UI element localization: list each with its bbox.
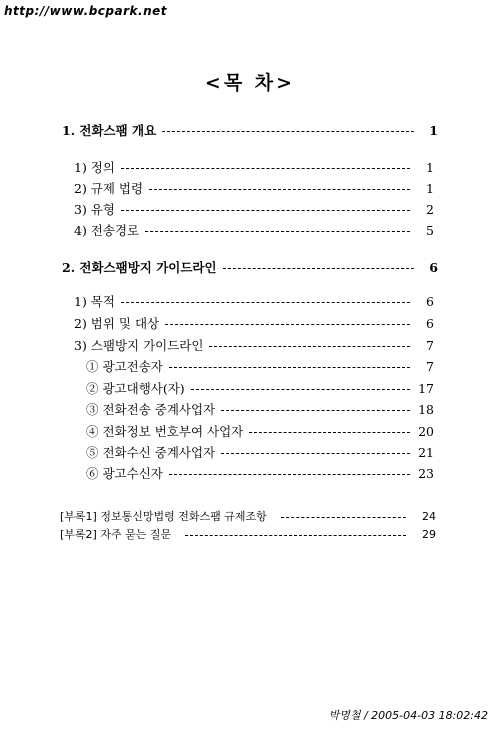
watermark-url: http://www.bcpark.net: [4, 4, 167, 18]
toc-page-number: 7: [426, 358, 434, 374]
toc-subitem: [86, 443, 434, 461]
toc-item: [74, 292, 434, 310]
toc-page-number: 1: [426, 159, 434, 175]
toc-page-number: 20: [418, 423, 434, 439]
toc-item-label: 3) 스팸방지 가이드라인: [74, 338, 204, 353]
page-title: <목 차>: [204, 72, 296, 94]
toc-item-label: ① 광고전송자: [86, 359, 163, 374]
dot-leader: [221, 409, 410, 411]
toc-subitem: [86, 379, 434, 397]
toc-item-label: 2) 범위 및 대상: [74, 316, 160, 331]
toc-page-number: 5: [426, 222, 434, 238]
toc-appendix-2: [60, 525, 436, 543]
toc-item-label: ② 광고대행사(자): [86, 381, 185, 396]
dot-leader: [162, 130, 414, 132]
dot-leader: [249, 431, 410, 433]
toc-appendix-label: [부록1] 정보통신망법령 전화스팸 규제조항: [60, 510, 267, 523]
toc-page-number: 6: [429, 259, 438, 275]
toc-subitem: [86, 464, 434, 482]
toc-appendix-1: [60, 507, 436, 525]
toc-page-number: 1: [429, 122, 438, 138]
dot-leader: [185, 534, 406, 536]
toc-page-number: 17: [418, 380, 434, 396]
toc-page-number: 24: [422, 509, 436, 523]
toc-item-label: ③ 전화전송 중계사업자: [86, 402, 216, 417]
toc-page-number: 23: [418, 465, 434, 481]
toc-item-label: ⑥ 광고수신자: [86, 466, 163, 481]
toc-item-label: ⑤ 전화수신 중계사업자: [86, 445, 216, 460]
toc-item-label: 2) 규제 법령: [74, 181, 144, 196]
toc-subitem: [86, 400, 434, 418]
toc-page-number: 7: [426, 337, 434, 353]
toc-appendix-label: [부록2] 자주 묻는 질문: [60, 528, 172, 541]
toc-item-label: 3) 유형: [74, 202, 115, 217]
toc-item: [74, 158, 434, 176]
dot-leader: [165, 323, 410, 325]
toc-page-number: 21: [418, 444, 434, 460]
toc-item-label: 4) 전송경로: [74, 223, 140, 238]
toc-page-number: 6: [426, 315, 434, 331]
toc-page-number: 1: [426, 180, 434, 196]
footer-author-timestamp: 박명철 / 2005-04-03 18:02:42: [328, 709, 488, 722]
toc-section-1: [62, 121, 438, 139]
dot-leader: [223, 267, 414, 269]
toc-page-number: 6: [426, 293, 434, 309]
dot-leader: [169, 473, 410, 475]
toc-subitem: [86, 422, 434, 440]
dot-leader: [209, 345, 410, 347]
dot-leader: [121, 209, 410, 211]
dot-leader: [169, 366, 410, 368]
dot-leader: [281, 516, 406, 518]
toc-item: [74, 336, 434, 354]
dot-leader: [191, 388, 410, 390]
dot-leader: [121, 167, 410, 169]
toc-item-label: 1) 정의: [74, 160, 115, 175]
toc-item: [74, 221, 434, 239]
dot-leader: [221, 452, 410, 454]
toc-page-number: 29: [422, 527, 436, 541]
toc-section-2: [62, 258, 438, 276]
toc-item: [74, 179, 434, 197]
toc-subitem: [86, 357, 434, 375]
dot-leader: [145, 230, 410, 232]
dot-leader: [121, 301, 410, 303]
toc-section-label: 1. 전화스팸 개요: [62, 123, 157, 138]
toc-page-number: 2: [426, 201, 434, 217]
toc-item: [74, 314, 434, 332]
dot-leader: [149, 188, 410, 190]
toc-item-label: 1) 목적: [74, 294, 115, 309]
toc-page-number: 18: [418, 401, 434, 417]
toc-item-label: ④ 전화정보 번호부여 사업자: [86, 424, 244, 439]
toc-section-label: 2. 전화스팸방지 가이드라인: [62, 260, 217, 275]
toc-item: [74, 200, 434, 218]
